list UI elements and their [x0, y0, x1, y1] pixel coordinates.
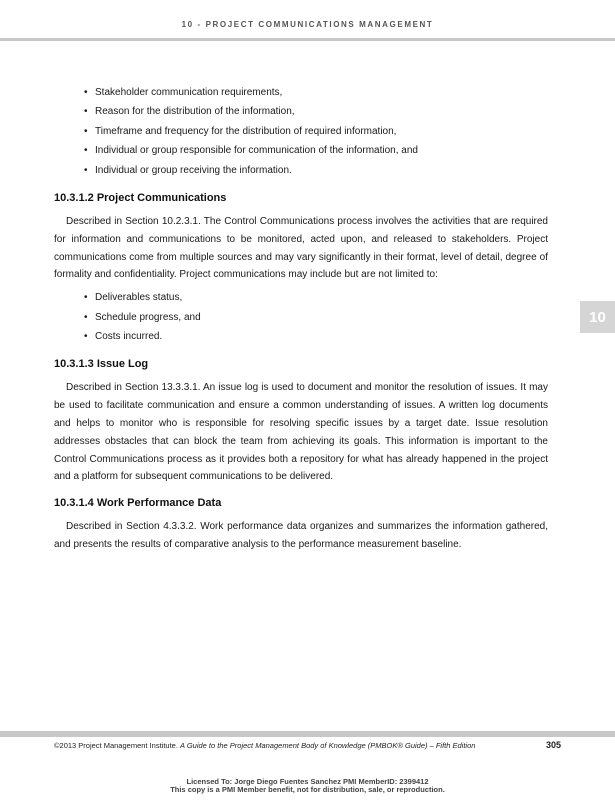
bullet-icon: •	[84, 125, 88, 137]
intro-bullet-list	[54, 84, 548, 181]
bullet-icon: •	[84, 311, 88, 323]
bullet-icon: •	[84, 87, 88, 98]
list-item: • Costs incurred.	[84, 328, 548, 347]
bullet-icon: •	[84, 145, 88, 157]
license-line-2: This copy is a PMI Member benefit, not for distribution, sale, or reproduction.	[170, 785, 445, 794]
header-rule	[0, 38, 615, 41]
list-item: • Timeframe and frequency for the distribution of required information,	[84, 123, 548, 142]
page-content	[54, 84, 548, 559]
list-item: • Deliverables status,	[84, 289, 548, 308]
project-communications-bullet-list	[54, 289, 548, 347]
copyright-text: ©2013 Project Management Institute.	[54, 741, 178, 750]
running-header	[0, 0, 615, 38]
section-heading-work-performance-data: 10.3.1.4 Work Performance Data	[54, 497, 222, 510]
section-paragraph-work-performance-data: Described in Section 4.3.3.2. Work performance data organizes and summarizes the information gathered, and presents the results of comparative analysis to the performance measurement baseline.	[54, 521, 548, 550]
license-line-1: Licensed To: Jorge Diego Fuentes Sanchez PMI MemberID: 2399412	[186, 777, 429, 786]
bullet-icon: •	[84, 106, 88, 118]
section-paragraph-issue-log: Described in Section 13.3.3.1. An issue log is used to document and monitor the resolution of issues. It may be used to facilitate communication and ensure a common understanding of issues. A written log documents and helps to monitor who is responsible for resolving specific issues by a target date. Issue resolution addresses obstacles that can block the team from achieving its goals. This information is important to the Control Communications process as it provides both a repository for what has already happened in the project and a platform for subsequent communications to be delivered.	[54, 382, 548, 483]
bullet-icon: •	[84, 292, 88, 304]
footer-rule	[0, 731, 615, 737]
footer-copyright	[54, 741, 475, 750]
chapter-tab: 10	[580, 301, 615, 333]
list-item: • Individual or group receiving the information.	[84, 162, 548, 181]
section-heading-issue-log: 10.3.1.3 Issue Log	[54, 358, 149, 371]
page-number: 305	[545, 740, 561, 750]
book-title: A Guide to the Project Management Body of Knowledge (PMBOK® Guide) – Fifth Edition	[180, 741, 476, 750]
list-item: • Schedule progress, and	[84, 309, 548, 328]
list-item: • Reason for the distribution of the information,	[84, 103, 548, 122]
list-item: • Stakeholder communication requirements,	[84, 84, 548, 103]
section-paragraph-project-communications: Described in Section 10.2.3.1. The Control Communications process involves the activities that are required for information and communications to be monitored, acted upon, and released to stakeholders. Project communications come from multiple sources and may vary significantly in their format, level of detail, degree of formality and confidentiality. Project communications may include but are not limited to:	[54, 215, 548, 281]
section-heading-project-communications: 10.3.1.2 Project Communications	[54, 191, 227, 204]
license-notice	[0, 778, 615, 794]
bullet-icon: •	[84, 330, 88, 342]
bullet-icon: •	[84, 164, 88, 176]
list-item: • Individual or group responsible for communication of the information, and	[84, 142, 548, 161]
running-header-title: 10 - PROJECT COMMUNICATIONS MANAGEMENT	[181, 20, 434, 29]
